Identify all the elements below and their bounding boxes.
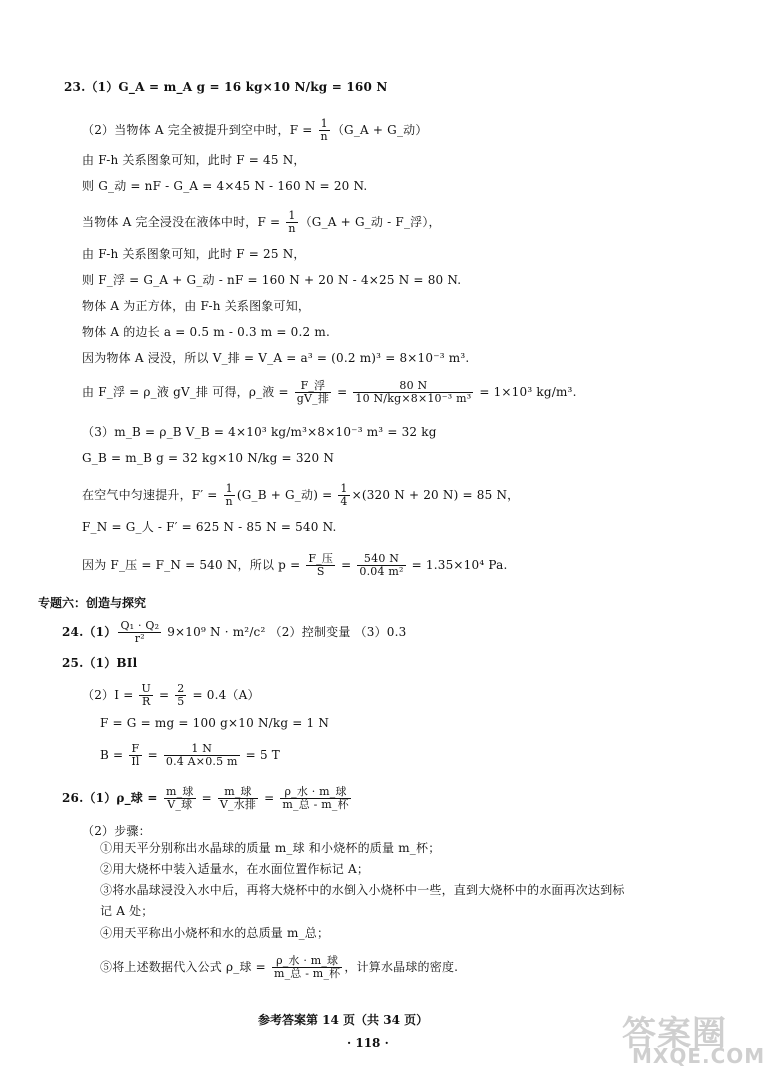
watermark-logo xyxy=(618,1006,765,1068)
q25-line-1: 25.（1）BIl xyxy=(62,656,138,670)
q23-line-15: F_N = G_人 - F′ = 625 N - 85 N = 540 N. xyxy=(82,520,337,534)
fraction: $\frac{\text{ρ\_水 · m\_球}}{\text{m\_总 - m\_杯}}$ xyxy=(273,954,341,980)
q23-line-10: 因为物体 A 浸没，所以 V_排 = V_A = a³ = (0.2 m)³ = 8×10⁻³ m³. xyxy=(82,351,470,365)
q23-line-2: （2）当物体 A 完全被提升到空中时，F = $\frac{1}{n}$ （G_A + G_动） xyxy=(82,117,428,143)
q23-line-5: 当物体 A 完全浸没在液体中时，F = $\frac{1}{n}$ （G_A + G_动 - F_浮）， xyxy=(82,209,441,235)
fraction: $\frac{\text{m\_球}}{\text{V\_水排}}$ xyxy=(219,785,257,811)
q26-line-1: 26.（1）ρ_球 = $\frac{\text{m\_球}}{\text{V\_球}}$ = $\frac{\text{m\_球}}{\text{V\_水排}}$ = $\frac{\text{ρ\_水 · m\_球}}{\text{m\_总 - m\_杯}}$ xyxy=(62,785,349,811)
q23-line-16: 因为 F_压 = F_N = 540 N，所以 p = $\frac{\text{F\_压}}{S}$ = $\frac{540 N}{\text{0.04 m²}}$ = 1.35×10⁴ Pa. xyxy=(82,552,508,578)
fraction: $\frac{1}{n}$ xyxy=(288,209,296,235)
section-heading: 专题六：创造与探究 xyxy=(38,596,147,610)
fraction: $\frac{\text{F\_浮}}{\text{gV\_排}}$ xyxy=(296,379,330,405)
fraction: $\frac{\text{ρ\_水 · m\_球}}{\text{m\_总 - m\_杯}}$ xyxy=(282,785,349,811)
q25-line-3: F = G = mg = 100 g×10 N/kg = 1 N xyxy=(100,716,330,730)
q24-line: 24.（1） $\frac{\text{Q₁ · Q₂}}{\text{r²}}$ 9×10⁹ N · m²/c² （2）控制变量 （3）0.3 xyxy=(62,619,407,645)
fraction: $\frac{1}{n}$ xyxy=(225,482,233,508)
q26-step-2: ②用大烧杯中装入适量水，在水面位置作标记 A； xyxy=(100,862,370,876)
q23-line-14: 在空气中匀速提升，F′ = $\frac{1}{n}$ (G_B + G_动) = $\frac{1}{4}$ ×(320 N + 20 N) = 85 N， xyxy=(82,482,520,508)
q23-line-4: 则 G_动 = nF - G_A = 4×45 N - 160 N = 20 N. xyxy=(82,179,368,193)
fraction: $\frac{\text{F\_压}}{S}$ xyxy=(308,552,334,578)
q26-line-2: （2）步骤： xyxy=(82,824,151,838)
page-number: · 118 · xyxy=(347,1036,389,1050)
q26-step-4: ④用天平称出小烧杯和水的总质量 m_总； xyxy=(100,926,330,940)
q25-line-4: B = $\frac{F}{Il}$ = $\frac{1 N}{0.4 A\times 0.5 m}$ = 5 T xyxy=(100,742,280,768)
fraction: $\frac{U}{R}$ xyxy=(141,682,151,708)
fraction: $\frac{\text{m\_球}}{\text{V\_球}}$ xyxy=(166,785,194,811)
q26-step-3-cont: 记 A 处； xyxy=(100,904,154,918)
q25-line-2: （2）I = $\frac{U}{R}$ = $\frac{2}{5}$ = 0.4（A） xyxy=(82,682,260,708)
fraction: $\frac{\text{Q₁ · Q₂}}{\text{r²}}$ xyxy=(120,619,160,645)
fraction: $\frac{1}{n}$ xyxy=(320,117,328,143)
q23-line-11: 由 F_浮 = ρ_液 gV_排 可得，ρ_液 = $\frac{\text{F\_浮}}{\text{gV\_排}}$ = $\frac{80 N}{\text{10 N/kg×8×10⁻³ m³}}$ = 1×10³ kg/m³. xyxy=(82,379,577,405)
fraction: $\frac{F}{Il}$ xyxy=(131,742,140,768)
fraction: $\frac{1 N}{0.4 A\times 0.5 m}$ xyxy=(165,742,238,768)
watermark-url: MXQE.COM xyxy=(632,1044,765,1068)
q23-line-3: 由 F-h 关系图象可知，此时 F = 45 N， xyxy=(82,153,306,167)
q23-line-12: （3）m_B = ρ_B V_B = 4×10³ kg/m³×8×10⁻³ m³ = 32 kg xyxy=(82,425,437,439)
q26-step-3: ③将水晶球浸没入水中后，再将大烧杯中的水倒入小烧杯中一些，直到大烧杯中的水面再次达到标 xyxy=(100,883,625,897)
q26-step-1: ①用天平分别称出水晶球的质量 m_球 和小烧杯的质量 m_杯； xyxy=(100,841,441,855)
page-footer-label: 参考答案第 14 页（共 34 页） xyxy=(258,1013,429,1027)
q23-line-8: 物体 A 为正方体，由 F-h 关系图象可知， xyxy=(82,299,311,313)
q23-line-9: 物体 A 的边长 a = 0.5 m - 0.3 m = 0.2 m. xyxy=(82,325,330,339)
fraction: $\frac{1}{4}$ xyxy=(340,482,348,508)
q26-step-5: ⑤将上述数据代入公式 ρ_球 = $\frac{\text{ρ\_水 · m\_球}}{\text{m\_总 - m\_杯}}$ ，计算水晶球的密度. xyxy=(100,954,459,980)
q23-line-13: G_B = m_B g = 32 kg×10 N/kg = 320 N xyxy=(82,451,335,465)
q23-line-1: 23.（1）G_A = m_A g = 16 kg×10 N/kg = 160 N xyxy=(64,80,388,94)
fraction: $\frac{2}{5}$ xyxy=(177,682,185,708)
q23-line-7: 则 F_浮 = G_A + G_动 - nF = 160 N + 20 N - 4×25 N = 80 N. xyxy=(82,273,462,287)
watermark-text: 答案圈 xyxy=(622,1014,727,1054)
fraction: $\frac{80 N}{\text{10 N/kg×8×10⁻³ m³}}$ xyxy=(355,379,472,405)
fraction: $\frac{540 N}{\text{0.04 m²}}$ xyxy=(359,552,404,578)
q23-line-6: 由 F-h 关系图象可知，此时 F = 25 N， xyxy=(82,247,306,261)
